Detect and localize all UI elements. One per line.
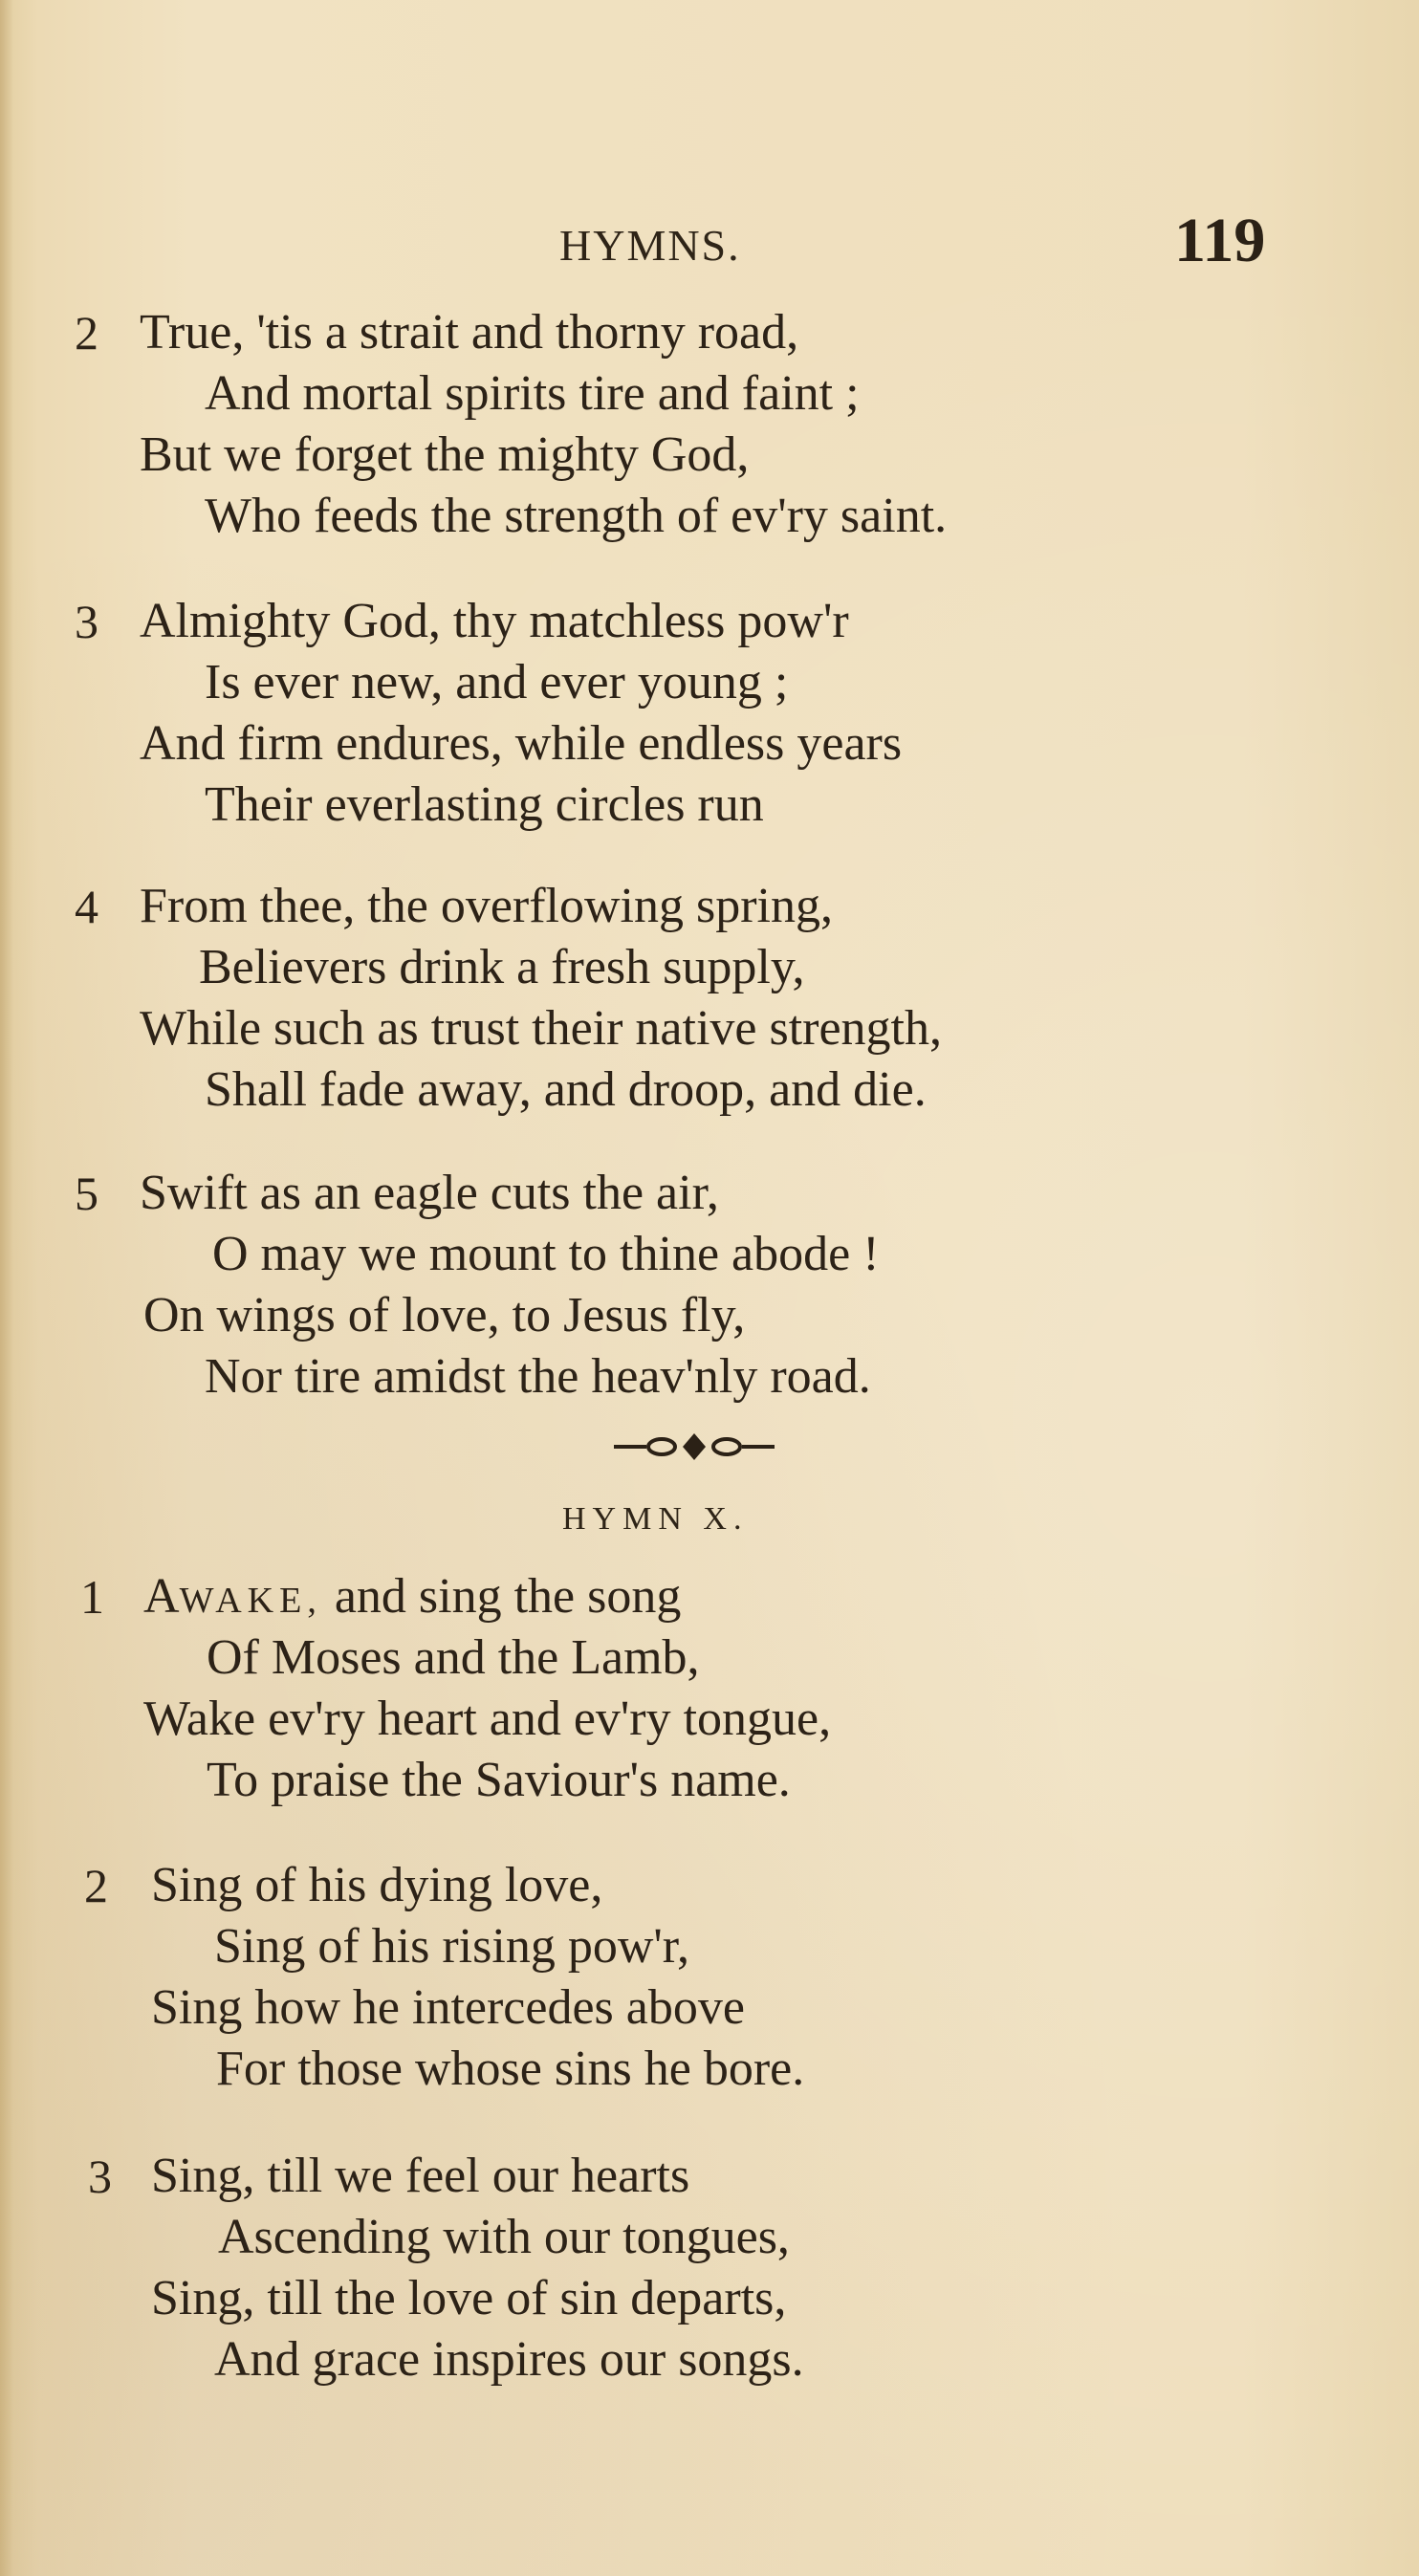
verse-line: And firm endures, while endless years [140,716,903,771]
verse-line: Sing, till we feel our hearts [151,2149,690,2203]
verse-line: Is ever new, and ever young ; [205,655,789,709]
verse-line: Sing, till the love of sin departs, [151,2271,787,2325]
verse-line: Sing of his dying love, [151,1858,603,1912]
stanza-number: 3 [75,595,98,648]
verse-line: Who feeds the strength of ev'ry saint. [205,489,948,543]
verse-line: Wake ev'ry heart and ev'ry tongue, [143,1692,832,1746]
verse-line: And mortal spirits tire and faint ; [205,366,860,421]
verse-line: But we forget the mighty God, [140,427,750,482]
stanza-number: 2 [75,306,98,360]
verse-line: Sing of his rising pow'r, [214,1919,689,1974]
small-caps-word: WAKE, [179,1581,322,1621]
verse-line: Nor tire amidst the heav'nly road. [205,1349,871,1404]
verse-line: While such as trust their native strength, [140,1001,943,1056]
verse-line: Ascending with our tongues, [218,2210,790,2264]
verse-line-first [143,1568,681,1629]
stanza-number: 4 [75,880,98,933]
stanza-number: 3 [88,2150,112,2203]
verse-line: Almighty God, thy matchless pow'r [140,594,849,648]
first-line-rest: and sing the song [321,1569,682,1624]
stanza-number: 1 [80,1570,104,1624]
verse-line: True, 'tis a strait and thorny road, [140,305,799,360]
running-head: HYMNS. [559,221,741,270]
hymn-title: HYMN X. [562,1501,749,1537]
verse-line: O may we mount to thine abode ! [212,1227,880,1281]
page-number: 119 [1174,206,1266,275]
verse-line: Swift as an eagle cuts the air, [140,1166,719,1220]
verse-line: Shall fade away, and droop, and die. [205,1062,927,1117]
verse-line: Their everlasting circles run [205,777,764,832]
drop-capital: A [143,1569,180,1624]
page-gutter-shadow [0,0,13,2576]
stanza-number: 2 [84,1859,108,1912]
verse-line: Of Moses and the Lamb, [207,1630,700,1685]
verse-line: On wings of love, to Jesus fly, [143,1288,746,1343]
fleuron-ornament-icon [608,1428,780,1466]
verse-line: From thee, the overflowing spring, [140,879,833,933]
stanza-number: 5 [75,1167,98,1220]
page-header [0,206,1419,279]
verse-line: To praise the Saviour's name. [207,1753,791,1807]
verse-line: For those whose sins he bore. [216,2041,805,2096]
verse-line: Believers drink a fresh supply, [199,940,805,994]
verse-line: Sing how he intercedes above [151,1980,745,2035]
verse-line: And grace inspires our songs. [214,2332,804,2387]
